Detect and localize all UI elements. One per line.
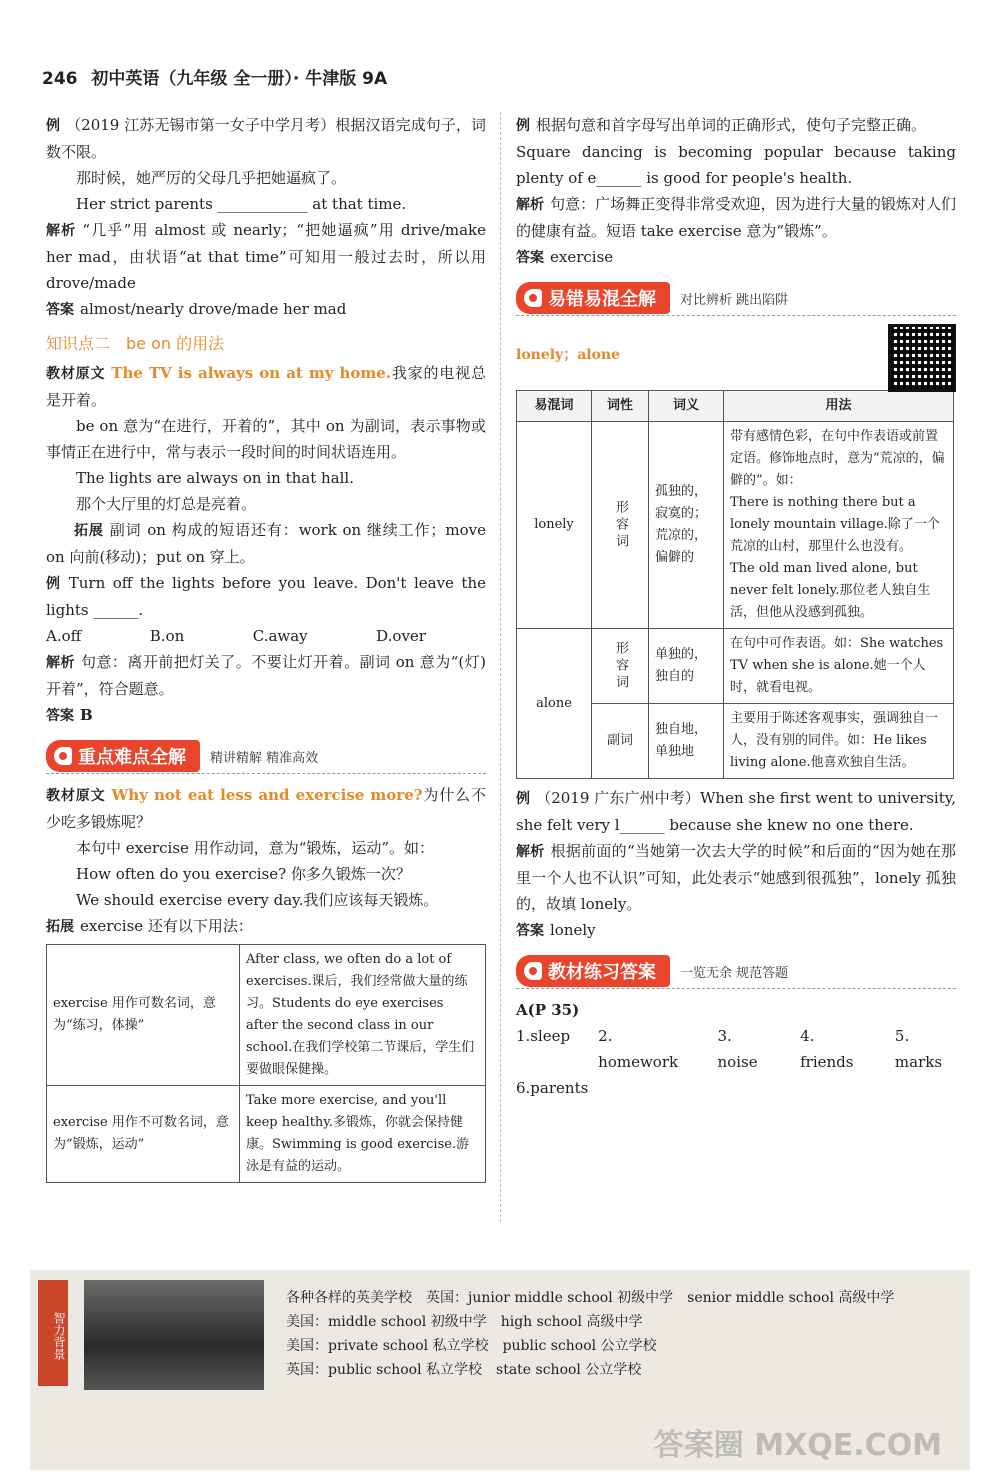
example-2-analysis: 解析 句意：广场舞正变得非常受欢迎，因为进行大量的锻炼对人们的健康有益。短语 take exercise 意为“锻炼”。 bbox=[516, 195, 956, 240]
kp3-example-2: We should exercise every day.我们应该每天锻炼。 bbox=[76, 891, 439, 909]
horn-icon bbox=[524, 289, 542, 307]
example-3-analysis: 解析 根据前面的“当她第一次去大学的时候”和后面的“因为她在那里一个人也不认识”可知，此处表示“她感到很孤独”，lonely 孤独的，故填 lonely。 bbox=[516, 842, 957, 913]
book-title: 初中英语（九年级 全一册）· 牛津版 9A bbox=[91, 69, 388, 89]
horn-icon bbox=[524, 962, 542, 980]
background-info-panel bbox=[30, 1270, 970, 1470]
example-1-analysis: 解析 “几乎”用 almost 或 nearly；“把她逼疯”用 drive/make her mad，由状语“at that time”可知用一般过去时，所以用 drove/made bbox=[46, 221, 487, 292]
example-3-answer: 答案 lonely bbox=[516, 921, 596, 939]
option-d: D.over bbox=[376, 627, 426, 645]
example-1-en: Her strict parents ____________ at that time. bbox=[76, 195, 407, 213]
option-c: C.away bbox=[252, 627, 308, 645]
example-1-answer: 答案 almost/nearly drove/made her mad bbox=[46, 300, 347, 318]
page-number: 246 bbox=[42, 69, 78, 89]
example-2: 例 根据句意和首字母写出单词的正确形式，使句子完整正确。 bbox=[516, 116, 927, 134]
example-1-cn: 那时候，她严厉的父母几乎把她逼疯了。 bbox=[76, 169, 347, 187]
kp2-options bbox=[46, 623, 486, 649]
kp2-example-en: The lights are always on in that hall. bbox=[76, 469, 354, 487]
kp2-exercise: 例 Turn off the lights before you leave. Don't leave the lights ______. bbox=[46, 574, 486, 619]
example-2-en: Square dancing is becoming popular because taking plenty of e______ is good for people's health. bbox=[516, 143, 956, 187]
school-photo bbox=[84, 1280, 264, 1390]
watermark: 答案圈 MXQE.COM bbox=[653, 1428, 942, 1463]
list-item: 3. noise bbox=[717, 1027, 758, 1071]
banner-confusables: 易错易混全解 对比辨析 跳出陷阱 bbox=[516, 281, 956, 316]
table-row: exercise 用作不可数名词，意为“锻炼，运动” Take more exercise, and you'll keep healthy.多锻炼，你就会保持健康。Swimming is good exercise.游泳是有益的运动。 bbox=[47, 1086, 486, 1183]
answers-list bbox=[516, 1023, 956, 1075]
background-text bbox=[286, 1286, 966, 1382]
kp2-extension: 拓展 副词 on 构成的短语还有：work on 继续工作；move on 向前(移动)；put on 穿上。 bbox=[46, 521, 486, 566]
banner-textbook-answers: 教材练习答案 一览无余 规范答题 bbox=[516, 954, 956, 989]
list-item: 6.parents bbox=[516, 1079, 589, 1097]
list-item: 美国：private school 私立学校 public school 公立学校 bbox=[286, 1338, 657, 1354]
compare-title: lonely；alone bbox=[516, 347, 621, 363]
kp3-explanation: 本句中 exercise 用作动词，意为“锻炼，运动”。如： bbox=[76, 839, 435, 857]
background-tag: 智力背景 bbox=[38, 1280, 68, 1386]
list-item: 5. marks bbox=[894, 1027, 943, 1071]
kp2-explanation: be on 意为“在进行，开着的”，其中 on 为副词，表示事物或事情正在进行中，常与表示一段时间的时间状语连用。 bbox=[46, 417, 486, 461]
example-3: 例 （2019 广东广州中考）When she first went to university, she felt very l______ because she knew no one there. bbox=[516, 789, 956, 834]
kp2-analysis: 解析 句意：离开前把灯关了。不要让灯开着。副词 on 意为“(灯)开着”，符合题意。 bbox=[46, 653, 487, 698]
option-b: B.on bbox=[149, 627, 185, 645]
horn-icon bbox=[54, 747, 72, 765]
list-item: 美国：middle school 初级中学 high school 高级中学 bbox=[286, 1314, 643, 1330]
option-a: A.off bbox=[46, 627, 82, 645]
left-column bbox=[46, 112, 486, 1183]
lonely-alone-table bbox=[516, 390, 954, 779]
qr-code-icon bbox=[888, 324, 956, 392]
exercise-usage-table bbox=[46, 944, 486, 1183]
kp3-example-1: How often do you exercise? 你多久锻炼一次？ bbox=[76, 865, 411, 883]
table-header-row: 易混词 词性 词义 用法 bbox=[517, 391, 954, 422]
list-item: 1.sleep bbox=[516, 1027, 571, 1045]
table-row: alone 形容词 单独的，独自的 在句中可作表语。如：She watches TV when she is alone.她一个人时，就看电视。 bbox=[517, 629, 954, 704]
example-1: 例 （2019 江苏无锡市第一女子中学月考）根据汉语完成句子，词数不限。 bbox=[46, 116, 487, 161]
kp2-source: 教材原文 The TV is always on at my home.我家的电视总是开着。 bbox=[46, 364, 486, 409]
compare-heading bbox=[516, 324, 956, 390]
table-row: exercise 用作可数名词，意为“练习，体操” After class, we often do a lot of exercises.课后，我们经常做大量的练习。Students do eye exercises after the second class in our school.在我们学校第二节课后，学生们要做眼保健操。 bbox=[47, 945, 486, 1086]
column-divider bbox=[500, 112, 501, 1222]
list-item: 4. friends bbox=[800, 1027, 854, 1071]
example-2-answer: 答案 exercise bbox=[516, 248, 614, 266]
kp3-source: 教材原文 Why not eat less and exercise more?为什么不少吃多锻炼呢？ bbox=[46, 786, 486, 831]
knowledge-point-2-title: 知识点二 be on 的用法 bbox=[46, 334, 225, 353]
list-item: 各种各样的英美学校 英国：junior middle school 初级中学 senior middle school 高级中学 bbox=[286, 1290, 895, 1306]
kp3-extension: 拓展 exercise 还有以下用法： bbox=[46, 917, 253, 935]
right-column bbox=[516, 112, 956, 1101]
list-item: 2. homework bbox=[598, 1027, 679, 1071]
banner-key-points: 重点难点全解 精讲精解 精准高效 bbox=[46, 739, 486, 774]
table-row: 副词 独自地，单独地 主要用于陈述客观事实，强调独自一人，没有别的同伴。如：He likes living alone.他喜欢独自生活。 bbox=[517, 704, 954, 779]
answers-section-title: A(P 35) bbox=[516, 1001, 580, 1019]
kp2-example-cn: 那个大厅里的灯总是亮着。 bbox=[76, 495, 257, 513]
table-row: lonely 形容词 孤独的，寂寞的；荒凉的，偏僻的 带有感情色彩，在句中作表语或前置定语。修饰地点时，意为“荒凉的，偏僻的”。如： There is nothing there but a lonely mountain village.除了一个荒凉的山村，那里什么也没有。 The old man lived alone, but never felt lonely.那位老人独自生活，但他从没感到孤独。 bbox=[517, 422, 954, 629]
kp2-answer: 答案 B bbox=[46, 706, 93, 724]
list-item: 英国：public school 私立学校 state school 公立学校 bbox=[286, 1362, 642, 1378]
page-header bbox=[42, 64, 387, 89]
